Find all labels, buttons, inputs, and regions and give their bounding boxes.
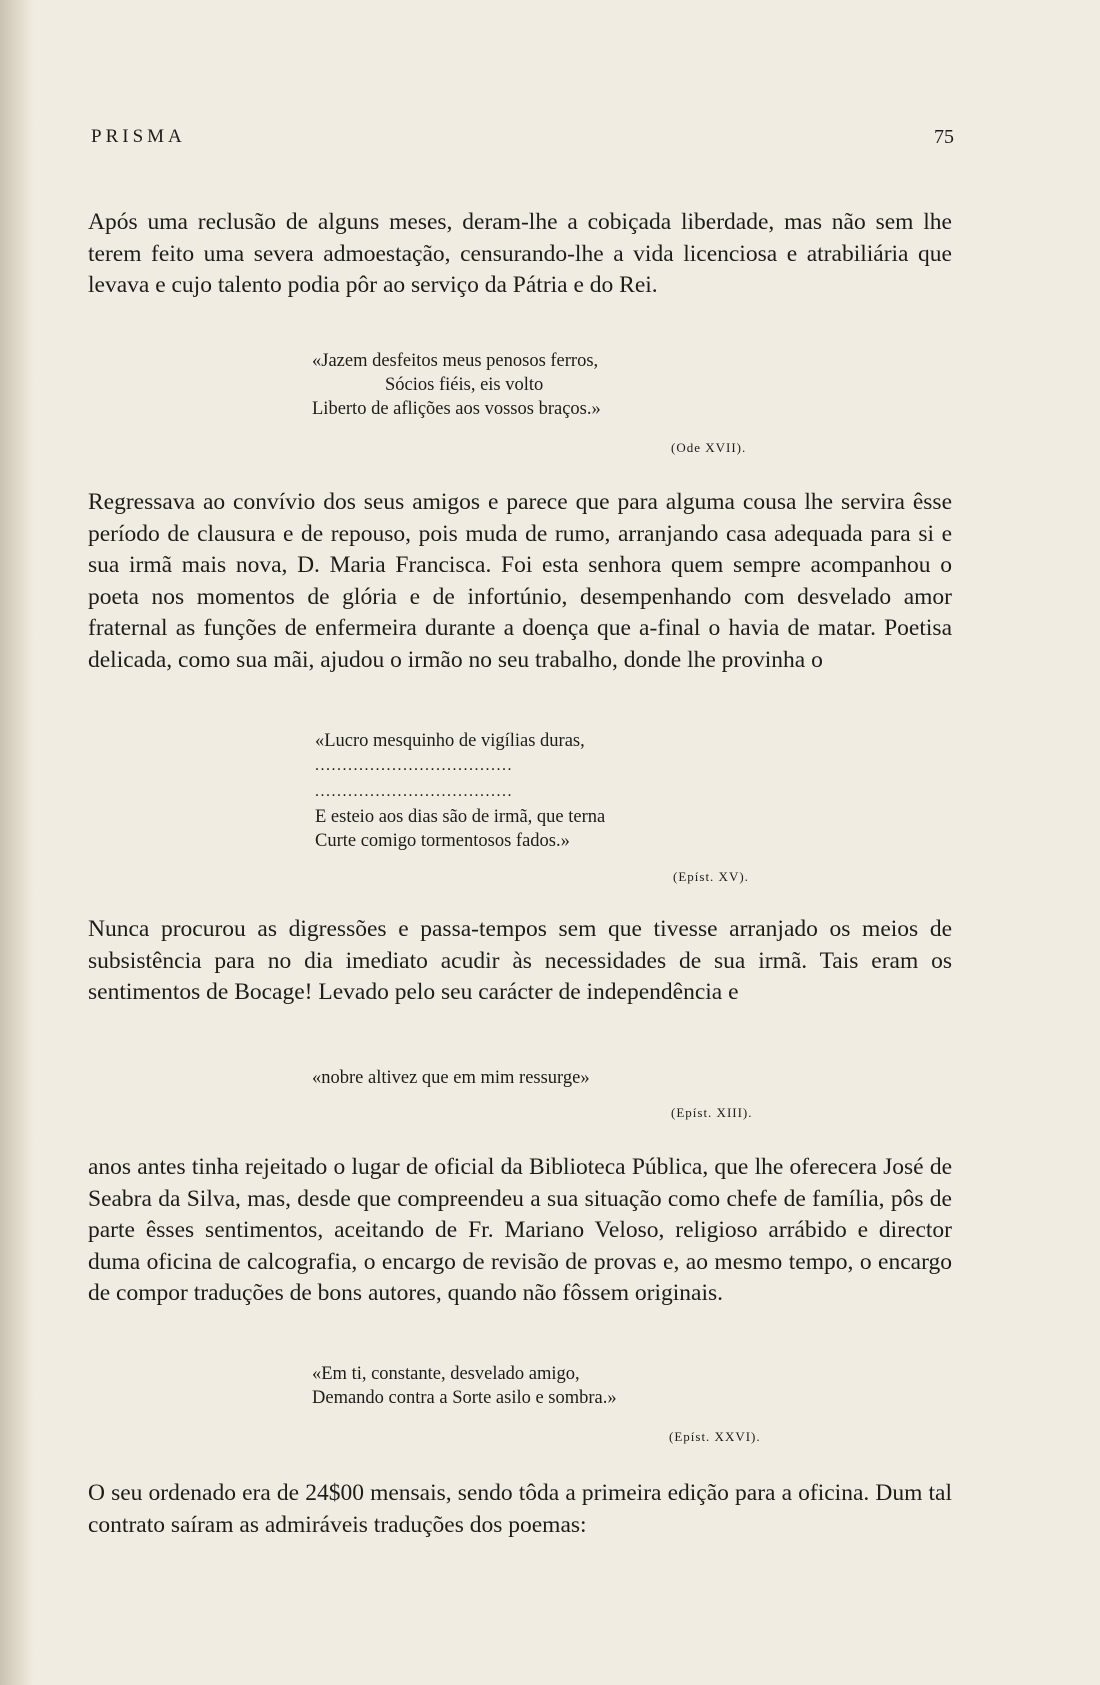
verse-line: «Jazem desfeitos meus penosos ferros,	[312, 351, 599, 371]
paragraph-2	[88, 487, 952, 676]
citation-3: (Epíst. XIII).	[671, 1105, 753, 1120]
verse-line: Demando contra a Sorte asilo e sombra.»	[312, 1388, 617, 1408]
ellipsis-line: ....................................	[315, 783, 513, 800]
verse-line: E esteio aos dias são de irmã, que terna	[315, 807, 606, 827]
verse-line: «Em ti, constante, desvelado amigo,	[312, 1364, 580, 1384]
paragraph-5	[88, 1478, 952, 1541]
verse-quote-3	[312, 1066, 590, 1090]
paragraph-1	[88, 207, 952, 302]
running-head	[91, 126, 954, 149]
verse-line: Sócios fiéis, eis volto	[385, 375, 544, 395]
page-edge-shadow	[0, 0, 34, 1685]
running-title: PRISMA	[91, 126, 186, 147]
citation-1: (Ode XVII).	[671, 440, 747, 455]
citation-2: (Epíst. XV).	[673, 869, 749, 884]
paragraph-3	[88, 914, 952, 1009]
verse-line: «nobre altivez que em mim ressurge»	[312, 1068, 590, 1088]
paragraph-text: Após uma reclusão de alguns meses, deram-lhe a cobiçada liberdade, mas não sem lhe terem feito uma severa admoestação, censurando-lhe a vida licenciosa e atrabiliária que levava e cujo talento podia pôr ao serviço da Pátria e do Rei.	[88, 209, 952, 298]
verse-quote-2	[315, 729, 605, 853]
paragraph-text: anos antes tinha rejeitado o lugar de oficial da Biblioteca Pública, que lhe oferecera José de Seabra da Silva, mas, desde que compreendeu a sua situação como chefe de família, pôs de parte êsses sentimentos, aceitando de Fr. Mariano Veloso, religioso arrábido e director duma oficina de calcografia, o encargo de revisão de provas e, ao mesmo tempo, o encargo de compor traduções de bons autores, quando não fôssem originais.	[88, 1154, 952, 1306]
paragraph-text: Nunca procurou as digressões e passa-tempos sem que tivesse arranjado os meios de subsistência para no dia imediato acudir às necessidades de sua irmã. Tais eram os sentimentos de Bocage! Levado pelo seu carácter de independência e	[88, 916, 952, 1005]
verse-line: «Lucro mesquinho de vigílias duras,	[315, 731, 585, 751]
page-number: 75	[934, 126, 954, 148]
verse-line: Curte comigo tormentosos fados.»	[315, 831, 570, 851]
paragraph-text: O seu ordenado era de 24$00 mensais, sendo tôda a primeira edição para a oficina. Dum tal contrato saíram as admiráveis traduções dos poemas:	[88, 1480, 952, 1538]
paragraph-text: Regressava ao convívio dos seus amigos e parece que para alguma cousa lhe servira êsse período de clausura e de repouso, pois muda de rumo, arranjando casa adequada para si e sua irmã mais nova, D. Maria Francisca. Foi esta senhora quem sempre acompanhou o poeta nos momentos de glória e de infortúnio, desempenhando com desvelado amor fraternal as funções de enfermeira durante a doença que a-final o havia de matar. Poetisa delicada, como sua mãi, ajudou o irmão no seu trabalho, donde lhe provinha o	[88, 489, 952, 673]
verse-quote-4	[312, 1362, 617, 1410]
verse-quote-1	[312, 349, 601, 421]
ellipsis-line: ....................................	[315, 757, 513, 774]
paragraph-4	[88, 1152, 952, 1310]
verse-line: Liberto de aflições aos vossos braços.»	[312, 399, 601, 419]
citation-4: (Epíst. XXVI).	[669, 1429, 761, 1444]
